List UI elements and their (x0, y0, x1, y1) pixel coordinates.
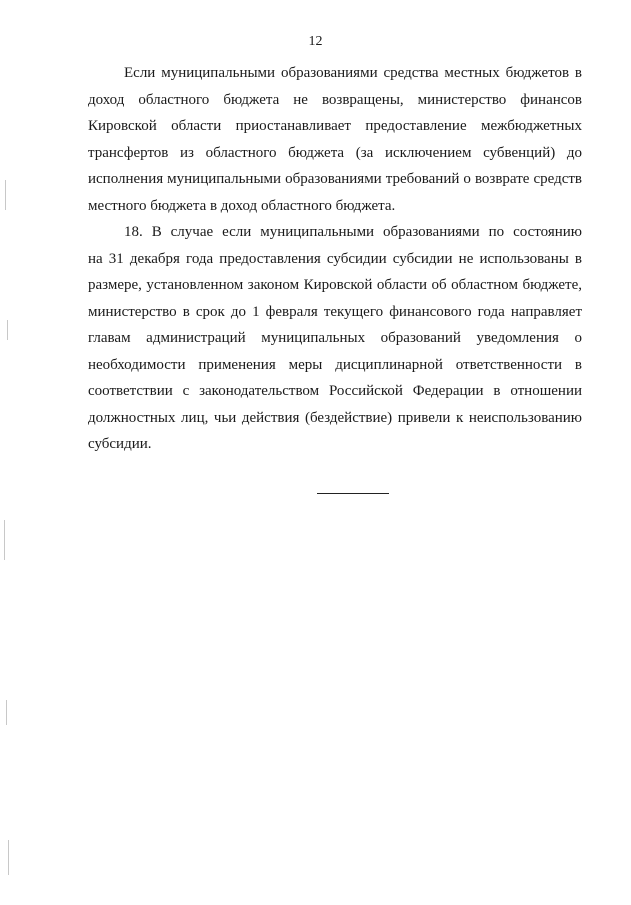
closing-separator-line (317, 493, 389, 494)
scan-noise (3, 0, 15, 905)
text-line: министерство в срок до 1 февраля текущего финансового года направляет (88, 303, 582, 320)
text-line: трансфертов из областного бюджета (за исключением субвенций) до (88, 144, 582, 161)
text-line: главам администраций муниципальных образований уведомления о (88, 330, 582, 346)
text-line: должностных лиц, чьи действия (бездействие) привели к неиспользованию (88, 409, 582, 426)
text-line: Если муниципальными образованиями средства местных бюджетов в (124, 65, 582, 81)
text-line: Кировской области приостанавливает предоставление межбюджетных (88, 118, 582, 134)
text-line: размере, установленном законом Кировской области об областном бюджете, (88, 277, 582, 293)
document-body (88, 60, 582, 458)
text-line: на 31 декабря года предоставления субсидии субсидии не использованы в (88, 250, 582, 267)
text-line: местного бюджета в доход областного бюджета. (88, 197, 396, 214)
text-line: доход областного бюджета не возвращены, министерство финансов (88, 91, 582, 108)
text-line: необходимости применения меры дисциплинарной ответственности в (88, 356, 582, 373)
paragraph-budget-return (88, 60, 582, 219)
text-line: исполнения муниципальными образованиями требований о возврате средств (88, 171, 582, 187)
paragraph-item-18 (88, 219, 582, 458)
text-line: 18. В случае если муниципальными образованиями по состоянию (124, 224, 582, 240)
text-line: соответствии с законодательством Российской Федерации в отношении (88, 383, 582, 399)
text-line: субсидии. (88, 436, 152, 452)
page-number: 12 (308, 34, 323, 49)
